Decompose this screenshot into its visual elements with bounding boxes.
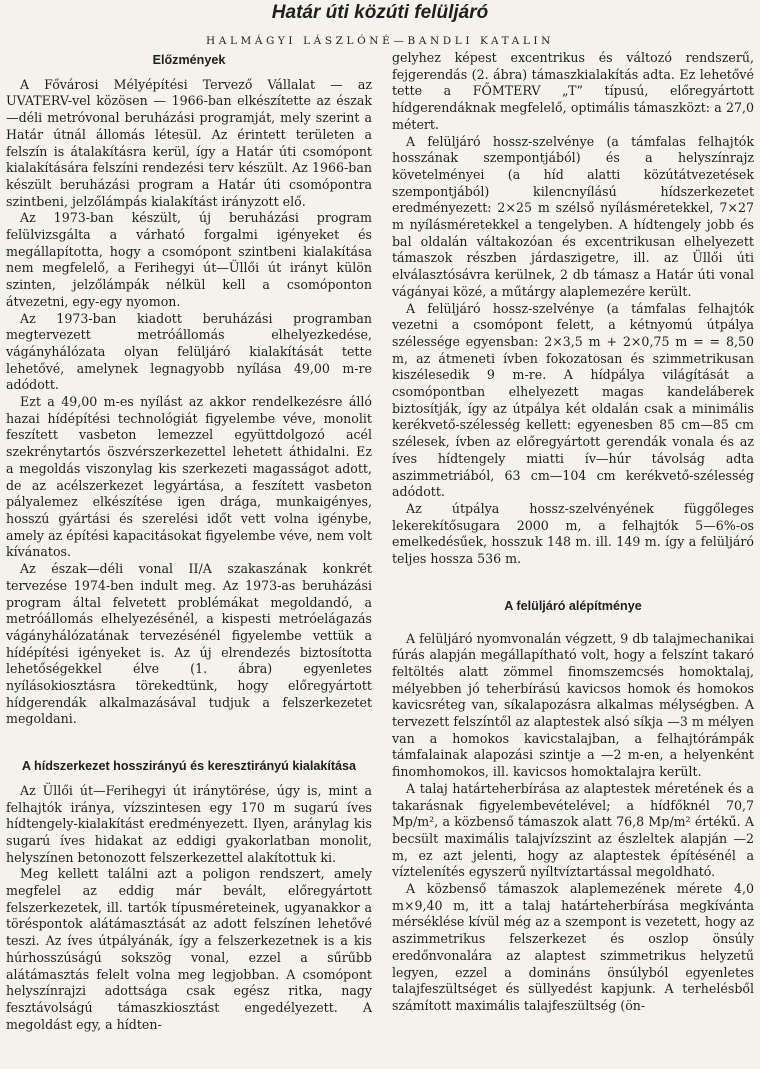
paragraph: Az Üllői út—Ferihegyi út iránytörése, úgy is, mint a felhajtók iránya, vízszintesen egy 170 m sugarú íves hídtengely-kialakítást eredményezett. Ilyen, aránylag kis sugarú íves hidakat az eddigi gyakorlatban monolit, helyszínen betonozott felszerkezettel alakítottuk ki.: [6, 782, 372, 865]
paragraph: Az észak—déli vonal II/A szakaszának konkrét tervezése 1974-ben indult meg. Az 1973-as beruházási program által felvetett problémákat megoldandó, a metróállomás elhelyezésénél, a kispesti metróelágazás vágányhálózatának tervezésénél figyelembe vettük a hídépítési igényeket is. Az új elrendezés biztosította lehetőségekkel élve (1. ábra) egyenletes nyílásokiosztásra törekedtünk, hogy előregyártott hídgerendák alkalmazásával tudjuk a felszerkezetet megoldani.: [6, 561, 372, 727]
article-title: Határ úti közúti felüljáró: [271, 2, 489, 23]
paragraph: Az 1973-ban kiadott beruházási programban megtervezett metróállomás elhelyezkedése, vágányhálózata olyan felüljáró kialakítását tette lehetővé, amelynek legnagyobb nyílása 49,00 m-re adódott.: [6, 310, 372, 393]
paragraph: A talaj határteherbírása az alaptestek méretének és a takarásnak figyelembevételével; a hídfőknél 70,7 Mp/m², a közbenső támaszok alatt 76,8 Mp/m² értékű. A becsült maximális talajvízszint az észleltek alapján —2 m, ez azt jelenti, hogy az alaptestek építésénél a víztelenítés egyszerű nyíltvíztartással megoldható.: [392, 780, 754, 880]
paragraph: gelyhez képest excentrikus és változó rendszerű, fejgerendás (2. ábra) támaszkialakítás adta. Ez lehetővé tette a FŐMTERV „T” típusú, előregyártott hídgerendáknak megfelelő, optimális támaszközt: a 27,0 métert.: [392, 50, 754, 132]
section-heading-alepitmeny: A felüljáró alépítménye: [504, 598, 642, 613]
right-column: [392, 50, 754, 1015]
paragraph: A Fővárosi Mélyépítési Tervező Vállalat — az UVATERV-vel közösen — 1966-ban elkészítette az észak—déli metróvonal beruházási programját, mely szerint a Határ útnál állomás létesül. Az érintett területen a felszín is átalakításra kerül, így a Határ úti csomópont kialakítására felszíni rendezési terv készült. Az 1966-ban készült beruházási program a Határ úti csomópontra szintbeni, jelzőlámpás kialakítást irányzott elő.: [6, 76, 372, 209]
paragraph: Meg kellett találni azt a poligon rendszert, amely megfelel az eddig már bevált, előregyártott felszerkezetek, ill. tartók típusméreteinek, ugyanakkor a töréspontok alátámasztását az adott felszínen lehetővé teszi. Az íves útpályánák, így a felszerkezetnek is a kis húrhosszúságú sokszög vonal, ezzel a sűrűbb alátámasztás felelt volna meg legjobban. A csomópont helyszínrajzi adottsága csak egész ritka, nagy fesztávolságú támaszkiosztást engedélyezett. A megoldást egy, a hídten-: [6, 866, 372, 1032]
paragraph: A felüljáró hossz-szelvénye (a támfalas felhajtók hosszának szempontjából) és a helyszínrajz követelményei (a híd alatti közútátvezetések szempontjából) kilencnyílású hídszerkezetet eredményezett: 2×25 m szélső nyílásméretekkel, 7×27 m nyílásméretekkel a tengelyben. A hídtengely jobb és bal oldalán váltakozóan és excentrikusan elhelyezett támaszok részben járdaszigetre, ill. az Üllői úti elválasztósávra kerülnek, 2 db támasz a Határ úti vonal vágányai közé, a műtárgy alaplemezére került.: [392, 133, 754, 299]
paragraph: A közbenső támaszok alaplemezének mérete 4,0 m×9,40 m, itt a talaj határteherbírása megkívánta mérséklése kívül még az a szempont is vezetett, hogy az aszimmetrikus felszerkezet és oszlop önsúly eredőnvonalára az alaptest szimmetrikus helyzetű legyen, ezzel a domináns önsúlyból egyenletes talajfeszültséget és süllyedést kapjunk. A terhelésből számított maximális talajfeszültség (ön-: [392, 881, 754, 1013]
section-heading-hidszerkezet: A hídszerkezet hosszirányú és keresztirányú kialakítása: [21, 759, 357, 774]
paragraph: Az útpálya hossz-szelvényének függőleges lekerekítősugara 2000 m, a felhajtók 5—6%-os emelkedésűek, hosszuk 148 m. ill. 149 m. így a felüljáró teljes hossza 536 m.: [392, 500, 754, 567]
article-authors: HALMÁGYI LÁSZLÓNÉ—BANDLI KATALIN: [206, 35, 554, 47]
paragraph: A felüljáró nyomvonalán végzett, 9 db talajmechanikai fúrás alapján megállapítható volt, hogy a felszínt takaró feltöltés alatt zömmel finomszemcsés homoktalaj, mélyebben jó teherbírású kavicsos homok és homokos kavicsréteg van, síkalapozásra alkalmas mélységben. A tervezett felszíntől az alaptestek alsó síkja —3 m mélyen van a homokos kavicstalajban, a felhajtórámpák támfalainak alapozási szintje a —2 m-en, a helyenként finomhomokos, ill. kavicsos homoktalajra került.: [392, 630, 754, 780]
paragraph: Ezt a 49,00 m-es nyílást az akkor rendelkezésre álló hazai hídépítési technológiát figyelembe véve, monolit feszített vasbeton lemezzel együttdolgozó acél szekrénytartós öszvérszerkezettel lehetett áthidalni. Ez a megoldás viszonylag kis szerkezeti magasságot adott, de az acélszerkezet legyártása, a feszített vasbeton pályalemez elkészítése igen drága, munkaigényes, hosszú gyártási és szerelési időt vett volna igénybe, amely az építési kapacitásokat figyelembe véve, nem volt kívánatos.: [6, 394, 372, 560]
section-heading-elozmenyek: Előzmények: [152, 53, 226, 67]
paragraph: Az 1973-ban készült, új beruházási program felülvizsgálta a várható forgalmi igényeket és megállapította, hogy a csomópont szintbeni kialakítása nem megfelelő, a Ferihegyi út—Üllői út irányt külön szinten, jelzőlámpák nélkül kell a csomóponton átvezetni, egy-egy nyomon.: [6, 210, 372, 309]
left-column: [6, 52, 372, 1033]
paragraph: A felüljáró hossz-szelvénye (a támfalas felhajtók vezetni a csomópont felett, a kétnyomú útpálya szélessége egyensban: 2×3,5 m + 2×0,75 m = = 8,50 m, az átmeneti ívben fokozatosan és szimmetrikusan kiszélesedik 9 m-re. A hídpálya világítását a csomópontban elhelyezett magas kandeláberek biztosítják, így az útpálya két oldalán csak a minimális kerékvető-szélesség kellett: egyenesben 85 cm—85 cm szélesek, ívben az előregyártott gerendák vonala és az íves hídtengely miatti ív—húr távolság adta aszimmetriából, 63 cm—104 cm kerékvető-szélesség adódott.: [392, 300, 754, 500]
